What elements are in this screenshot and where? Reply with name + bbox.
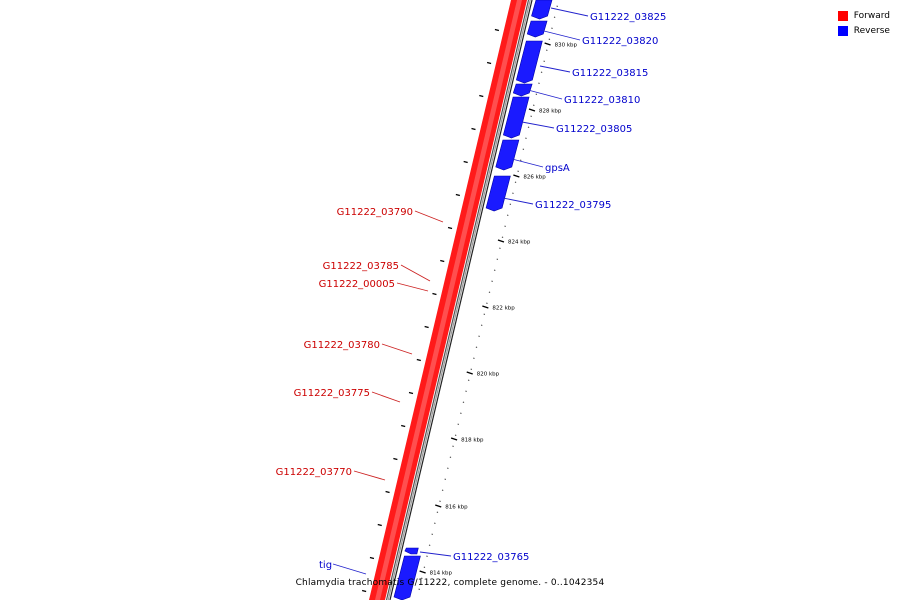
minor-tick (502, 237, 503, 238)
left-tick (401, 426, 405, 427)
left-tick (386, 492, 390, 493)
minor-tick (538, 83, 539, 84)
gene-label-reverse: G11222_03765 (453, 552, 530, 563)
left-tick (409, 393, 413, 394)
minor-tick (432, 534, 433, 535)
leader-line-reverse (503, 198, 533, 204)
minor-tick (518, 171, 519, 172)
gene-label-reverse: tig (319, 560, 333, 571)
legend-label-forward: Forward (853, 10, 890, 21)
minor-tick (497, 259, 498, 260)
minor-tick (452, 446, 453, 447)
minor-tick (447, 468, 448, 469)
gene-label-reverse: gpsA (545, 163, 570, 174)
minor-tick (419, 589, 420, 590)
minor-tick (465, 391, 466, 392)
tick-mark (482, 306, 488, 308)
left-tick (487, 63, 491, 64)
minor-tick (437, 512, 438, 513)
minor-tick (473, 358, 474, 359)
tick-label: 830 kbp (554, 42, 578, 49)
reverse-gene-block (496, 140, 519, 170)
genome-caption: Chlamydia trachomatis G/11222, complete genome. - 0..1042354 (295, 578, 605, 588)
tick-mark (498, 240, 504, 242)
tick-mark (545, 43, 551, 45)
leader-line-reverse (512, 159, 543, 167)
legend-item-forward (838, 8, 890, 23)
leader-line-forward (415, 211, 443, 222)
gene-label-forward: G11222_03780 (303, 340, 380, 351)
minor-tick (528, 127, 529, 128)
minor-tick (439, 501, 440, 502)
left-tick (432, 294, 436, 295)
tick-label: 818 kbp (461, 437, 484, 444)
leader-line-forward (354, 471, 385, 480)
minor-tick (557, 6, 558, 7)
minor-tick (450, 457, 451, 458)
reverse-gene-block (527, 21, 547, 37)
minor-tick (525, 138, 526, 139)
legend (838, 8, 890, 38)
tick-mark (467, 372, 473, 374)
minor-tick (445, 479, 446, 480)
left-tick (417, 360, 421, 361)
minor-tick (468, 380, 469, 381)
gene-label-reverse: G11222_03815 (572, 68, 649, 79)
leader-line-forward (397, 283, 428, 291)
leader-line-forward (401, 265, 430, 281)
minor-tick (429, 545, 430, 546)
legend-item-reverse (838, 23, 890, 38)
tick-label: 816 kbp (445, 504, 468, 511)
minor-tick (476, 347, 477, 348)
minor-tick (499, 248, 500, 249)
tick-mark (451, 438, 457, 440)
minor-tick (507, 215, 508, 216)
leader-line-forward (382, 344, 412, 354)
minor-tick (463, 402, 464, 403)
leader-line-reverse (528, 90, 562, 99)
reverse-gene-block (532, 0, 552, 19)
left-tick (378, 525, 382, 526)
minor-tick (458, 424, 459, 425)
left-tick (370, 558, 374, 559)
left-tick (393, 459, 397, 460)
tick-label: 824 kbp (507, 239, 531, 246)
left-tick (495, 30, 499, 31)
minor-tick (554, 17, 555, 18)
minor-tick (536, 94, 537, 95)
minor-tick (531, 116, 532, 117)
minor-tick (426, 556, 427, 557)
minor-tick (541, 72, 542, 73)
left-tick (471, 129, 475, 130)
minor-tick (512, 193, 513, 194)
left-tick (464, 162, 468, 163)
minor-tick (471, 369, 472, 370)
gene-labels (276, 8, 667, 574)
minor-tick (544, 61, 545, 62)
leader-line-reverse (551, 8, 588, 16)
left-tick (456, 195, 460, 196)
tick-label: 826 kbp (523, 174, 546, 181)
minor-tick (551, 28, 552, 29)
gene-label-forward: G11222_03770 (275, 467, 352, 478)
leader-line-reverse (333, 564, 366, 574)
forward-swatch (838, 11, 848, 21)
gene-label-forward: G11222_03785 (322, 261, 399, 272)
leader-line-reverse (540, 66, 570, 72)
left-tick (425, 327, 429, 328)
minor-tick (520, 160, 521, 161)
gene-label-reverse: G11222_03825 (590, 12, 667, 23)
tick-label: 820 kbp (476, 371, 500, 378)
left-tick (479, 96, 483, 97)
gene-label-reverse: G11222_03820 (582, 36, 659, 47)
tick-label: 822 kbp (492, 305, 515, 312)
gene-label-reverse: G11222_03810 (564, 95, 641, 106)
minor-tick (505, 226, 506, 227)
tick-mark (529, 109, 535, 111)
gene-label-reverse: G11222_03795 (535, 200, 612, 211)
minor-tick (549, 39, 550, 40)
minor-tick (442, 490, 443, 491)
minor-tick (484, 314, 485, 315)
reverse-gene-block (405, 548, 418, 554)
left-tick (448, 228, 452, 229)
minor-tick (481, 325, 482, 326)
minor-tick (494, 270, 495, 271)
tick-label: 814 kbp (429, 570, 453, 577)
gene-label-forward: G11222_03790 (336, 207, 413, 218)
minor-tick (434, 523, 435, 524)
minor-tick (492, 281, 493, 282)
minor-tick (533, 105, 534, 106)
minor-tick (546, 50, 547, 51)
gene-label-reverse: G11222_03805 (556, 124, 633, 135)
minor-tick (489, 292, 490, 293)
tick-mark (435, 505, 441, 507)
minor-tick (510, 204, 511, 205)
minor-tick (515, 182, 516, 183)
legend-label-reverse: Reverse (853, 25, 890, 36)
tick-mark (420, 571, 426, 573)
minor-tick (523, 149, 524, 150)
leader-line-reverse (522, 122, 554, 128)
leader-line-forward (372, 392, 400, 402)
gene-label-forward: G11222_00005 (318, 279, 395, 290)
leader-line-reverse (420, 552, 451, 556)
minor-tick (424, 567, 425, 568)
reverse-swatch (838, 26, 848, 36)
left-tick (440, 261, 444, 262)
minor-tick (455, 435, 456, 436)
tick-label: 828 kbp (538, 108, 562, 115)
leader-line-reverse (540, 30, 580, 40)
minor-tick (460, 413, 461, 414)
minor-tick (486, 303, 487, 304)
minor-tick (478, 336, 479, 337)
gene-label-forward: G11222_03775 (293, 388, 370, 399)
tick-mark (513, 175, 519, 177)
left-tick (362, 591, 366, 592)
